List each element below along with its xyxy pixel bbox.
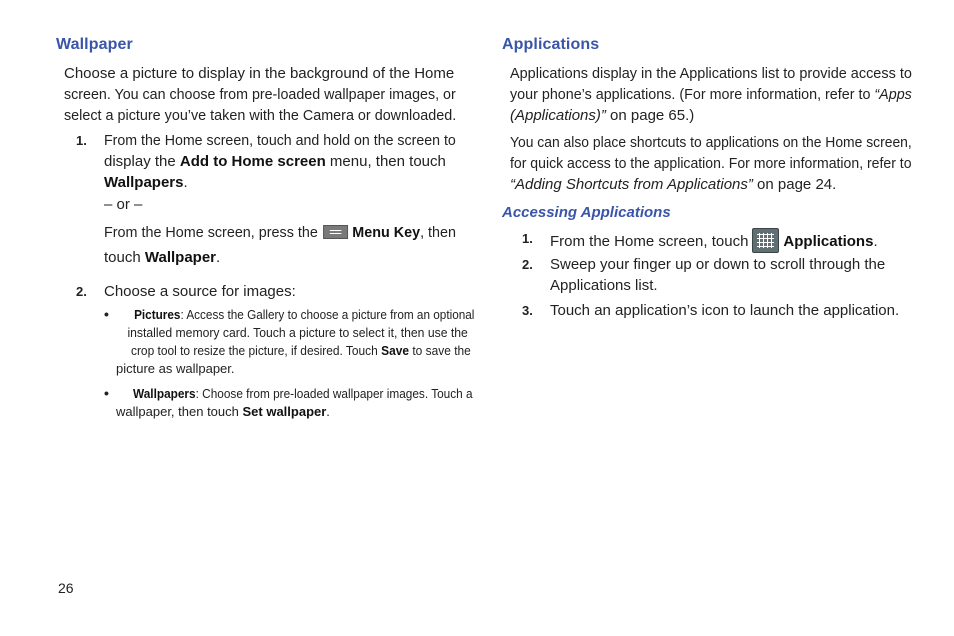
step-number: 1. — [76, 133, 87, 148]
apps-step2-line-1: Sweep your finger up or down to scroll through the — [550, 256, 886, 273]
pictures-bullet-line-4: picture as wallpaper. — [116, 361, 235, 376]
wallpaper-heading: Wallpaper — [56, 36, 133, 53]
applications-grid-icon — [752, 228, 779, 253]
apps-step1: From the Home screen, touch Applications. — [550, 228, 878, 253]
applications-p1-line-2: your phone’s applications. (For more information, refer to “Apps — [510, 86, 912, 103]
step1-alt-line-1: From the Home screen, press the Menu Key, then — [104, 224, 456, 241]
step-number: 3. — [522, 303, 533, 318]
or-separator: – or – — [104, 196, 143, 213]
wallpapers-bullet-line-1: Wallpapers: Choose from pre-loaded wallpaper images. Touch a — [132, 386, 473, 401]
step1-line-3: Wallpapers. — [104, 174, 188, 191]
pictures-bullet-line-2: installed memory card. Touch a picture to select it, then use the — [127, 325, 468, 340]
step1-line-2: display the Add to Home screen menu, then touch — [104, 153, 446, 170]
step-number: 2. — [76, 284, 87, 299]
wallpaper-intro-line-1: Choose a picture to display in the background of the Home — [64, 65, 455, 82]
applications-p2-line-3: “Adding Shortcuts from Applications” on page 24. — [510, 176, 837, 193]
bullet-dot: • — [104, 385, 109, 401]
pictures-bullet-line-3: crop tool to resize the picture, if desired. Touch Save to save the — [130, 343, 471, 358]
menu-key-icon — [324, 225, 349, 239]
step1-line-1: From the Home screen, touch and hold on the screen to — [104, 132, 456, 149]
applications-p1-line-1: Applications display in the Applications list to provide access to — [510, 65, 912, 82]
page-number: 26 — [58, 580, 74, 596]
apps-step3: Touch an application’s icon to launch the application. — [550, 302, 900, 319]
bullet-dot: • — [104, 306, 109, 322]
wallpaper-intro-line-3: select a picture you’ve taken with the Camera or downloaded. — [64, 107, 457, 124]
accessing-applications-subheading: Accessing Applications — [502, 204, 671, 221]
applications-p1-line-3: (Applications)” on page 65.) — [510, 107, 695, 124]
wallpapers-bullet-line-2: wallpaper, then touch Set wallpaper. — [116, 404, 330, 419]
step-number: 2. — [522, 257, 533, 272]
pictures-bullet-line-1: Pictures: Access the Gallery to choose a picture from an optional — [134, 307, 475, 322]
step-number: 1. — [522, 231, 533, 246]
applications-heading: Applications — [502, 36, 600, 53]
applications-p2-line-2: for quick access to the application. For more information, refer to — [510, 155, 912, 172]
applications-p2-line-1: You can also place shortcuts to applications on the Home screen, — [510, 134, 912, 151]
wallpaper-intro-line-2: screen. You can choose from pre-loaded wallpaper images, or — [64, 86, 456, 103]
step1-alt-line-2: touch Wallpaper. — [104, 249, 221, 266]
step2-text: Choose a source for images: — [104, 283, 296, 300]
apps-step2-line-2: Applications list. — [550, 277, 658, 294]
